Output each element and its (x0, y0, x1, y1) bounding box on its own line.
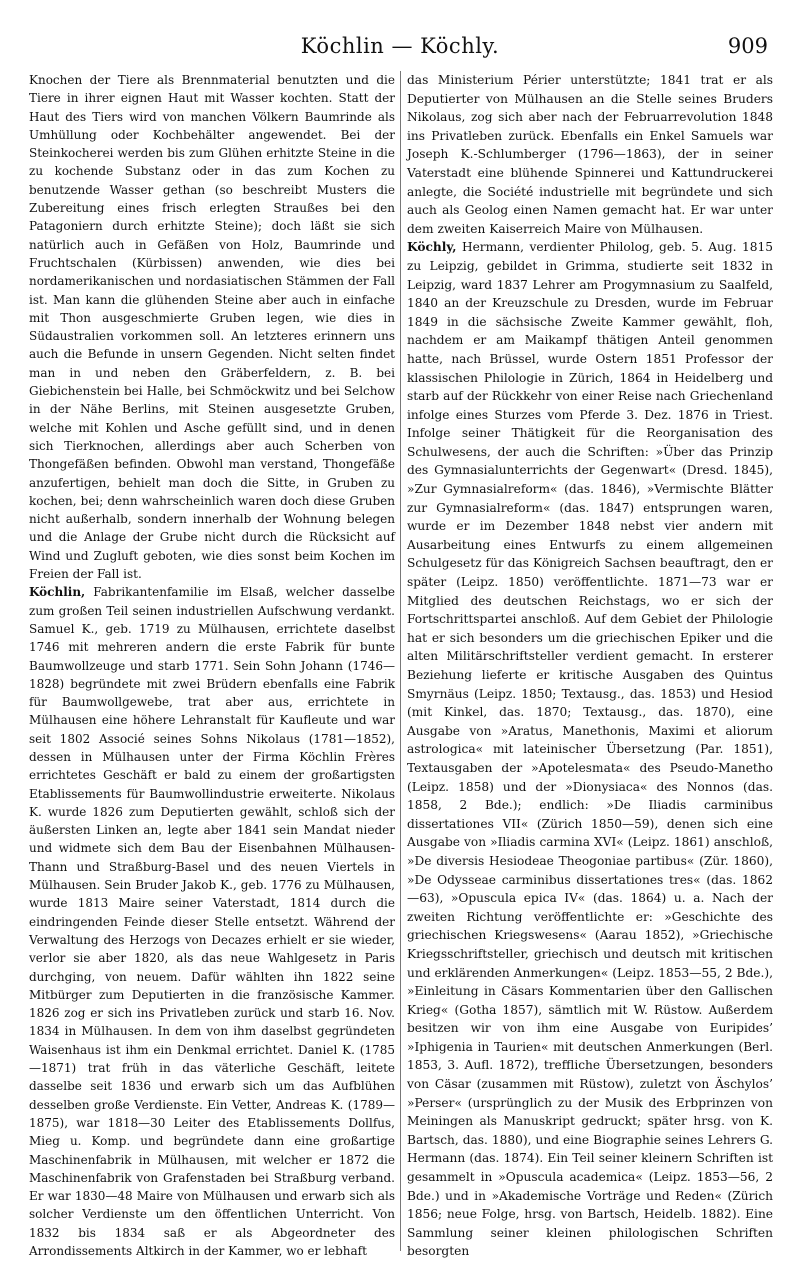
entry-koechly (407, 238, 773, 1261)
entry-koechlin (29, 583, 395, 1260)
column-divider (400, 71, 401, 1251)
right-column (407, 71, 773, 1261)
page-header (30, 34, 770, 64)
paragraph-kochen-end: Knochen der Tiere als Brennmaterial benutzten und die Tiere in ihrer eignen Haut mit Wasser kochten. Statt der Haut des Tiers wird von manchen Völkern Baumrinde als Umhüllung oder Kochbehälter angewendet. Bei der Steinkocherei werden bis zum Glühen erhitzte Steine in die zu kochende Substanz oder in das zum Kochen zu benutzende Wasser gethan (so beschreibt Musters die Zubereitung eines frisch erlegten Straußes bei den Patagoniern durch erhitzte Steine); doch läßt sie sich natürlich auch in Gefäßen von Holz, Baumrinde und Fruchtschalen (Kürbissen) anwenden, wie dies bei nordamerikanischen und nordasiatischen Stämmen der Fall ist. Man kann die glühenden Steine aber auch in einfache mit Thon ausgeschmierte Gruben legen, wie dies in Südaustralien vorkommen soll. An letzteres erinnern uns auch die Befunde in unsern Gegenden. Nicht selten findet man in und neben den Gräberfeldern, z. B. bei Giebichenstein bei Halle, bei Schmöckwitz und bei Selchow in der Nähe Berlins, mit Steinen ausgesetzte Gruben, welche mit Kohlen und Asche gefüllt sind, und in denen sich Tierknochen, allerdings aber auch Scherben von Thongefäßen befinden. Obwohl man verstand, Thongefäße anzufertigen, behielt man doch die Sitte, in Gruben zu kochen, bei; denn wahrscheinlich waren doch diese Gruben nicht außerhalb, sondern innerhalb der Wohnung belegen und die Anlage der Grube nicht durch die Rücksicht auf Wind und Zugluft geboten, wie dies sonst beim Kochen im Freien der Fall ist. (29, 73, 395, 582)
page-number: 909 (727, 34, 768, 58)
running-head: Köchlin — Köchly. (300, 34, 500, 58)
entry-headword: Köchlin, (29, 585, 86, 600)
left-column (29, 71, 395, 1260)
entry-headword: Köchly, (407, 240, 457, 255)
entry-koechlin-continued: das Ministerium Périer unterstützte; 1841 trat er als Deputierter von Mülhausen an die Stelle seines Bruders Nikolaus, zog sich aber nach der Februarrevolution 1848 ins Privatleben zurück. Ebenfalls ein Enkel Samuels war Joseph K.-Schlumberger (1796—1863), der in seiner Vaterstadt eine blühende Spinnerei und Kattundruckerei anlegte, die Société industrielle mit begründete und sich auch als Geolog einen Namen gemacht hat. Er war unter dem zweiten Kaiserreich Maire von Mülhausen. (407, 73, 773, 236)
entry-body: Hermann, verdienter Philolog, geb. 5. Aug. 1815 zu Leipzig, gebildet in Grimma, studierte seit 1832 in Leipzig, ward 1837 Lehrer am Progymnasium zu Saalfeld, 1840 an der Kreuzschule zu Dresden, wurde im Februar 1849 in die sächsische Zweite Kammer gewählt, floh, nachdem er am Maikampf thätigen Anteil genommen hatte, nach Brüssel, wurde Ostern 1851 Professor der klassischen Philologie in Zürich, 1864 in Heidelberg und starb auf der Rückkehr von einer Reise nach Griechenland infolge eines Sturzes vom Pferde 3. Dez. 1876 in Triest. Infolge seiner Thätigkeit für die Reorganisation des Schulwesens, der auch die Schriften: »Über das Prinzip des Gymnasialunterrichts der Gegenwart« (Dresd. 1845), »Zur Gymnasialreform« (das. 1846), »Vermischte Blätter zur Gymnasialreform« (das. 1847) entsprungen waren, wurde er im Dezember 1848 nebst vier andern mit Ausarbeitung eines Entwurfs zu einem allgemeinen Schulgesetz für das Königreich Sachsen beauftragt, den er später (Leipz. 1850) veröffentlichte. 1871—73 war er Mitglied des deutschen Reichstags, wo er sich der Fortschrittspartei anschloß. Auf dem Gebiet der Philologie hat er sich besonders um die griechischen Epiker und die alten Militärschriftsteller verdient gemacht. In ersterer Beziehung lieferte er kritische Ausgaben des Quintus Smyrnäus (Leipz. 1850; Textausg., das. 1853) und Hesiod (mit Kinkel, das. 1870; Textausg., das. 1870), eine Ausgabe von »Aratus, Manethonis, Maximi et aliorum astrologica« mit lateinischer Übersetzung (Par. 1851), Textausgaben der »Apotelesmata« des Pseudo-Manetho (Leipz. 1858) und der »Dionysiaca« des Nonnos (das. 1858, 2 Bde.); endlich: »De Iliadis carminibus dissertationes VII« (Zürich 1850—59), denen sich eine Ausgabe von »Iliadis carmina XVI« (Leipz. 1861) anschloß, »De diversis Hesiodeae Theogoniae partibus« (Zür. 1860), »De Odysseae carminibus dissertationes tres« (das. 1862—63), »Opuscula epica IV« (das. 1864) u. a. Nach der zweiten Richtung veröffentlichte er: »Geschichte des griechischen Kriegswesens« (Aarau 1852), »Griechische Kriegsschriftsteller, griechisch und deutsch mit kritischen und erklärenden Anmerkungen« (Leipz. 1853—55, 2 Bde.), »Einleitung in Cäsars Kommentarien über den Gallischen Krieg« (Gotha 1857), sämtlich mit W. Rüstow. Außerdem besitzen wir von ihm eine Ausgabe von Euripides’ »Iphigenia in Taurien« mit deutschen Anmerkungen (Berl. 1853, 3. Aufl. 1872), treffliche Übersetzungen, besonders von Cäsar (zusammen mit Rüstow), zuletzt von Äschylos’ »Perser« (ursprünglich zu der Musik des Erbprinzen von Meiningen als Manuskript gedruckt; später hrsg. von K. Bartsch, das. 1880), und eine Biographie seines Lehrers G. Hermann (das. 1874). Ein Teil seiner kleinern Schriften ist gesammelt in »Opuscula academica« (Leipz. 1853—56, 2 Bde.) und in »Akademische Vorträge und Reden« (Zürich 1856; neue Folge, hrsg. von Bartsch, Heidelb. 1882). Eine Sammlung seiner kleinen philologischen Schriften besorgten (407, 240, 773, 1259)
entry-body: Fabrikantenfamilie im Elsaß, welcher dasselbe zum großen Teil seinen industriellen Aufschwung verdankt. Samuel K., geb. 1719 zu Mülhausen, errichtete daselbst 1746 mit mehreren andern die erste Fabrik für bunte Baumwollzeuge und starb 1771. Sein Sohn Johann (1746—1828) begründete mit zwei Brüdern ebenfalls eine Fabrik für Baumwollgewebe, trat aber aus, errichtete in Mülhausen eine höhere Lehranstalt für Kaufleute und war seit 1802 Associé seines Sohns Nikolaus (1781—1852), dessen in Mülhausen unter der Firma Köchlin Frères errichtetes Geschäft er bald zu einem der großartigsten Etablissements für Baumwollindustrie erweiterte. Nikolaus K. wurde 1826 zum Deputierten gewählt, schloß sich der äußersten Linken an, legte aber 1841 sein Mandat nieder und widmete sich dem Bau der Eisenbahnen Mülhausen-Thann und Straßburg-Basel und des neuen Viertels in Mülhausen. Sein Bruder Jakob K., geb. 1776 zu Mülhausen, wurde 1813 Maire seiner Vaterstadt, 1814 durch die eindringenden Feinde dieser Stelle entsetzt. Während der Verwaltung des Herzogs von Decazes erhielt er sie wieder, verlor sie aber 1820, als das neue Wahlgesetz in Paris durchging, von neuem. Dafür wählten ihn 1822 seine Mitbürger zum Deputierten in die französische Kammer. 1826 zog er sich ins Privatleben zurück und starb 16. Nov. 1834 in Mülhausen. In dem von ihm daselbst gegründeten Waisenhaus ist ihm ein Denkmal errichtet. Daniel K. (1785—1871) trat früh in das väterliche Geschäft, leitete dasselbe seit 1836 und erwarb sich um das Aufblühen desselben große Verdienste. Ein Vetter, Andreas K. (1789—1875), war 1818—30 Leiter des Etablissements Dollfus, Mieg u. Komp. und begründete dann eine großartige Maschinenfabrik in Mülhausen, mit welcher er 1872 die Maschinenfabrik von Grafenstaden bei Straßburg verband. Er war 1830—48 Maire von Mülhausen und erwarb sich als solcher Verdienste um den öffentlichen Unterricht. Von 1832 bis 1834 saß er als Abgeordneter des Arrondissements Altkirch in der Kammer, wo er lebhaft (29, 585, 395, 1258)
